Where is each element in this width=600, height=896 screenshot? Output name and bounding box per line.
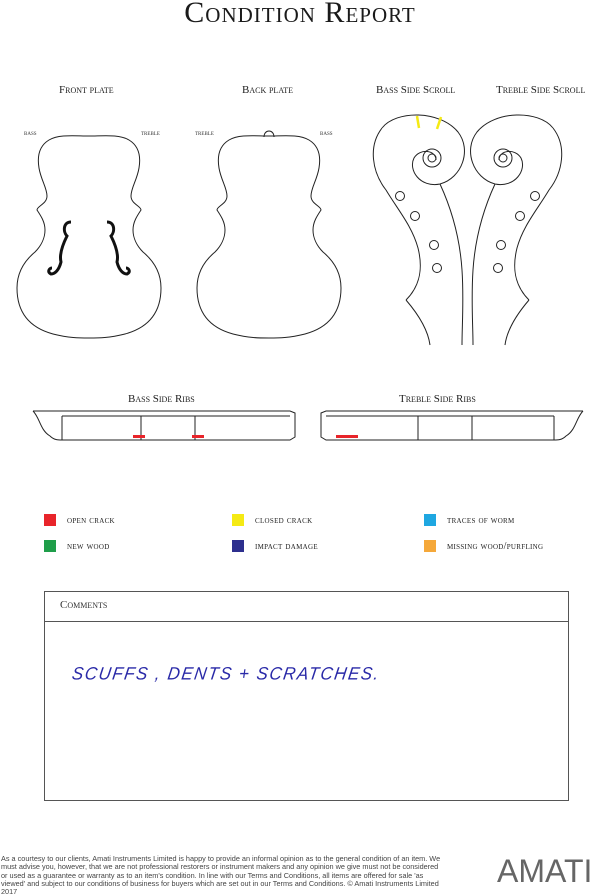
new-wood-swatch [44,540,56,552]
back-plate-label: Back plate [242,84,293,96]
amati-logo: AMATI [497,853,593,889]
impact-damage-swatch [232,540,244,552]
traces-of-worm-swatch [424,514,436,526]
legend-open-crack [44,513,115,527]
comments-handwritten-text: SCUFFS , DENTS + SCRATCHES. [70,663,382,684]
front-treble-label: treble [141,130,160,137]
bass-side-ribs [33,411,295,440]
bass-ribs-open-crack [133,435,204,438]
treble-ribs-label: Treble Side Ribs [399,393,476,405]
legend-label: closed crack [255,514,313,526]
bass-scroll-label: Bass Side Scroll [376,84,456,96]
legend-label: impact damage [255,540,318,552]
page-title: Condition Report [184,0,416,29]
treble-side-scroll [471,115,562,345]
disclaimer-footer: As a courtesy to our clients, Amati Instruments Limited is happy to provide an informal opinion as to the general condition of an item. We must advise you, however, that we are not professional restorers or instrument makers and any opinion we give must not be considered or used as a guarantee or warranty as to an item's condition. In line with our Terms and Conditions, all items are offered for sale 'as viewed' and subject to our conditions of business for buyers which are set out in our Terms and Conditions. © Amati Instruments Limited 2017 [1,854,441,896]
bass-side-scroll [373,115,464,345]
bass-ribs-label: Bass Side Ribs [128,393,195,405]
legend-label: new wood [67,540,110,552]
treble-ribs-open-crack [336,435,358,438]
back-treble-label: treble [195,130,214,137]
back-plate [197,131,341,338]
legend-label: open crack [67,514,115,526]
legend-traces-of-worm [424,513,515,527]
front-bass-label: bass [24,130,37,137]
legend-label: missing wood/purfling [447,540,544,552]
front-plate [17,136,161,338]
treble-scroll-label: Treble Side Scroll [496,84,586,96]
open-crack-swatch [44,514,56,526]
legend-impact-damage [232,539,318,553]
legend-missing-wood [424,539,543,553]
back-bass-label: bass [320,130,333,137]
bass-scroll-pegholes [396,192,442,273]
comments-heading: Comments [45,592,568,622]
legend-closed-crack [232,513,312,527]
comments-box [44,591,569,801]
closed-crack-swatch [232,514,244,526]
front-plate-label: Front plate [59,84,114,96]
legend-label: traces of worm [447,514,515,526]
missing-wood-swatch [424,540,436,552]
f-hole-bass [49,222,71,274]
f-hole-treble [107,222,129,274]
treble-side-ribs [321,411,583,440]
legend-new-wood [44,539,110,553]
